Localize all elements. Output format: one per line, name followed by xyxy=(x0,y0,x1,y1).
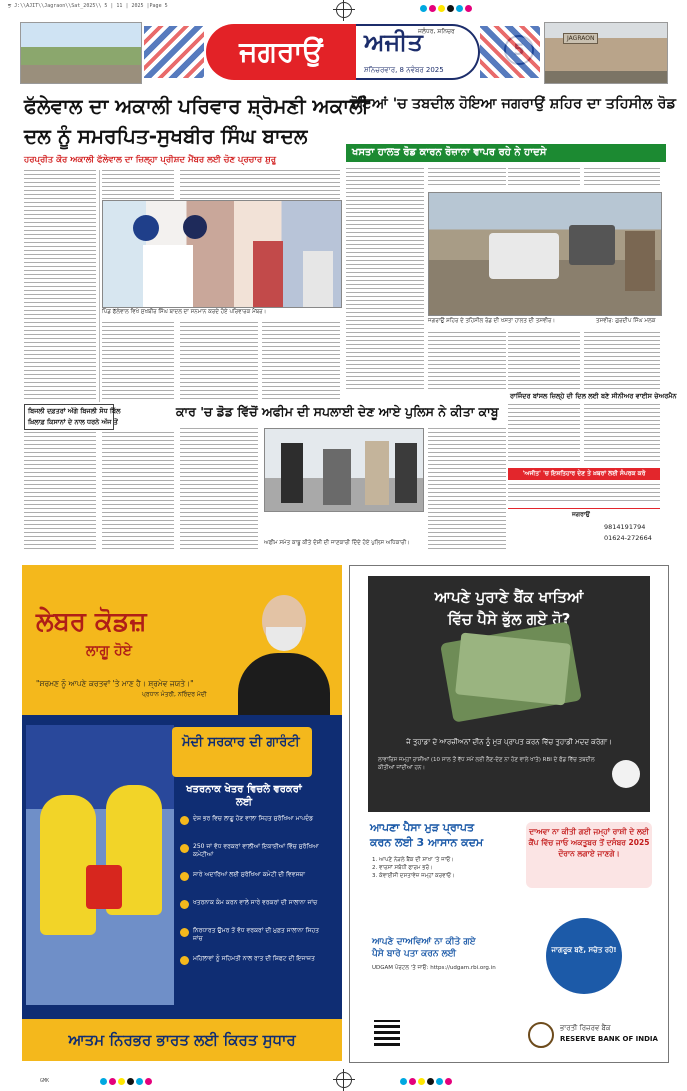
story4-body xyxy=(584,404,660,464)
banknotes-image xyxy=(455,632,571,705)
edition-label: ਜਲੰਧਰ, ਸ਼ਨਿਚਰ xyxy=(418,28,455,35)
claim-text: UDGAM ਪੋਰਟਲ 'ਤੇ ਜਾਓ: https://udgam.rbi.org.in xyxy=(372,965,496,971)
story3-body xyxy=(428,332,506,392)
story3-banner: ਖਸਤਾ ਹਾਲਤ ਰੋਡ ਕਾਰਨ ਰੋਜ਼ਾਨਾ ਵਾਪਰ ਰਹੇ ਨੇ ਹਾਦਸੇ xyxy=(346,144,666,162)
steps-heading xyxy=(370,820,483,850)
danger-heading: ਖਤਰਨਾਕ ਖੇਤਰ ਵਿਚਲੇ ਵਰਕਰਾਂ ਲਈ xyxy=(186,784,302,808)
steps-heading-line1: ਆਪਣਾ ਪੈਸਾ ਮੁੜ ਪ੍ਰਾਪਤ xyxy=(370,821,475,834)
story1-body xyxy=(180,170,340,200)
steps-heading-line2: ਕਰਨ ਲਈ 3 ਆਸਾਨ ਕਦਮ xyxy=(370,836,484,849)
ad-heading xyxy=(368,586,650,630)
seal-icon xyxy=(612,760,640,788)
contact-banner: 'ਅਜੀਤ' 'ਚ ਇਸ਼ਤਿਹਾਰ ਦੇਣ ਤੇ ਖ਼ਬਰਾਂ ਲਈ ਸੰਪਰਕ ਕਰੋ xyxy=(508,468,660,480)
story1-headline-line1: ਫੱਲੇਵਾਲ ਦਾ ਅਕਾਲੀ ਪਰਿਵਾਰ ਸ਼੍ਰੋਮਣੀ ਅਕਾਲੀ xyxy=(24,94,369,118)
registration-mark xyxy=(336,1072,352,1088)
story3-body xyxy=(428,168,506,188)
police-officer xyxy=(365,441,389,505)
story2-headline: ਬਿਜਲੀ ਦਫ਼ਤਰਾਂ ਅੱਗੇ ਬਿਜਲੀ ਸੋਧ ਬਿੱਲ xyxy=(28,407,121,415)
ad-heading: ਲੇਬਰ ਕੋਡਜ਼ xyxy=(36,607,147,637)
person xyxy=(323,449,351,505)
ad-small-text: ਲਾਵਾਰਿਸ ਜਮ੍ਹਾਂ ਰਾਸ਼ੀਆਂ (10 ਸਾਲ ਤੋਂ ਵੱਧ ਸਮੇਂ ਲਈ ਲੈਣ-ਦੇਣ ਨਾ ਹੋਣ ਵਾਲੇ ਖਾਤੇ) RBI ਦੇ ਫੰਡ ਵਿੱਚ ਤਬਦੀਲ ਕੀਤੀਆਂ ਜਾਂਦੀਆਂ ਹਨ। xyxy=(378,757,595,771)
story5-body xyxy=(428,428,506,550)
truck xyxy=(625,231,655,291)
masthead-photo-left xyxy=(20,22,142,84)
story1-photo xyxy=(102,200,342,308)
story2-headline-line2: ਖ਼ਿਲਾਫ਼ ਕਿਸਾਨਾਂ ਦੇ ਨਾਲ ਧਰਨੇ ਅੱਜ ਤੋਂ xyxy=(28,418,118,426)
benefit-item: ਖਤਰਨਾਕ ਕੰਮ ਕਰਨ ਵਾਲੇ ਸਾਰੇ ਵਰਕਰਾਂ ਦੀ ਸਾਲਾਨਾ ਜਾਂਚ xyxy=(180,899,330,907)
benefit-item: ਸਾਰੇ ਅਦਾਰਿਆਂ ਲਈ ਸੁਰੱਖਿਆ ਕਮੇਟੀ ਦੀ ਵਿਵਸਥਾ xyxy=(180,871,330,879)
bullet-icon xyxy=(180,900,189,909)
ad-quote-source: ਪ੍ਰਧਾਨ ਮੰਤਰੀ, ਨਰਿੰਦਰ ਮੋਦੀ xyxy=(142,691,207,698)
claim-heading-line1: ਆਪਣੇ ਦਾਅਵਿਆਂ ਨਾ ਕੀਤੇ ਗਏ xyxy=(372,937,476,947)
bullet-icon xyxy=(180,956,189,965)
story1-body xyxy=(262,322,340,402)
contact-box xyxy=(508,508,660,547)
step-item: 1. ਆਪਣੇ ਨੇੜਲੇ ਬੈਂਕ ਦੀ ਸ਼ਾਖਾ 'ਤੇ ਜਾਓ। xyxy=(372,857,454,863)
ad-heading-sub: ਲਾਗੂ ਹੋਏ xyxy=(86,643,132,659)
guarantee-text: ਮੋਦੀ ਸਰਕਾਰ ਦੀ ਗਾਰੰਟੀ xyxy=(182,735,300,750)
car xyxy=(569,225,615,265)
decorative-pattern xyxy=(480,26,540,78)
claim-heading xyxy=(372,936,476,960)
story3-headline: ਟੋਇਆਂ 'ਚ ਤਬਦੀਲ ਹੋਇਆ ਜਗਰਾਉਂ ਸ਼ਹਿਰ ਦਾ ਤਹਿਸੀਲ ਰੋਡ xyxy=(350,96,676,112)
bank-deposits-ad xyxy=(349,565,669,1063)
crop-slug: ਭ J:\\AJIT\\Jagraon\\Sat_2025\\ 5 | 11 | 2025 |Page 5 xyxy=(8,3,168,9)
person xyxy=(395,443,417,503)
rbi-seal-icon xyxy=(528,1022,554,1048)
story3-photo xyxy=(428,192,662,316)
story1-body xyxy=(180,322,258,402)
story1-headline-line2: ਦਲ ਨੂੰ ਸਮਰਪਿਤ-ਸੁਖਬੀਰ ਸਿੰਘ ਬਾਦਲ xyxy=(24,124,308,148)
ad-subtext: ਜੇ ਤੁਹਾਡਾ ਦੇ ਆਰਜ਼ੀਅਨਾਂ ਦੀਨ ਨੂੰ ਮੁੜ ਪ੍ਰਾਪਤ ਕਰਨ ਵਿੱਚ ਤੁਹਾਡੀ ਮਦਦ ਕਰੇਗਾ। xyxy=(406,738,612,746)
column-rule xyxy=(99,170,100,402)
rbi-name-punjabi: ਭਾਰਤੀ ਰਿਜ਼ਰਵ ਬੈਂਕ xyxy=(560,1024,611,1032)
ad-quote: "ਸ਼ਰਮਣ ਨੂੰ ਆਪਣੇ ਕਰਤਵਾਂ 'ਤੇ ਮਾਣ ਹੈ। ਸ਼੍ਰਮੇਵ ਜਯਤੇ।" xyxy=(36,679,194,688)
person xyxy=(281,443,303,503)
contact-name: ਜਗਰਾਉਂ xyxy=(572,511,590,518)
color-bar xyxy=(100,1078,152,1085)
masthead-photo-right xyxy=(544,22,668,84)
story1-body xyxy=(102,322,174,402)
title-ajit-box xyxy=(356,24,480,80)
bullet-icon xyxy=(180,872,189,881)
color-bar xyxy=(400,1078,452,1085)
ad-heading-line1: ਆਪਣੇ ਪੁਰਾਣੇ ਬੈਂਕ ਖਾਤਿਆਂ xyxy=(434,588,584,606)
story4-body xyxy=(508,404,580,464)
jacket xyxy=(238,653,330,715)
rbi-name-english: RESERVE BANK OF INDIA xyxy=(560,1035,658,1043)
awareness-badge: ਜਾਗਰੂਕ ਬਣੋ, ਸਚੇਤ ਰਹੋ! xyxy=(546,918,622,994)
bullet-icon xyxy=(180,928,189,937)
turban xyxy=(183,215,207,239)
story5-body xyxy=(180,428,258,550)
issue-date: ਸ਼ਨਿਚਰਵਾਰ, 8 ਨਵੰਬਰ 2025 xyxy=(364,66,444,74)
story3-body xyxy=(584,168,660,188)
hazard-canister xyxy=(86,865,122,909)
benefit-item: ਦੇਸ਼ ਭਰ ਵਿਚ ਲਾਗੂ ਹੋਣ ਵਾਲਾ ਸਿਹਤ ਸੁਰੱਖਿਆ ਮਾਪਦੰਡ xyxy=(180,815,330,823)
person xyxy=(253,241,283,307)
benefit-item: ਮਹਿਲਾਵਾਂ ਨੂੰ ਸਹਿਮਤੀ ਨਾਲ ਰਾਤ ਦੀ ਸ਼ਿਫਟ ਦੀ ਇਜਾਜ਼ਤ xyxy=(180,955,330,963)
story2-body xyxy=(24,432,96,550)
story3-body xyxy=(584,332,660,392)
rbi-logo xyxy=(528,1022,658,1050)
story3-caption-right: ਤਸਵੀਰ: ਗੁਰਦੀਪ ਸਿੰਘ ਮਲਕ xyxy=(596,318,656,324)
story5-photo xyxy=(264,428,424,512)
bullet-icon xyxy=(180,816,189,825)
story3-body xyxy=(508,332,580,392)
story3-caption-left: ਜਗਰਾਉਂ ਸ਼ਹਿਰ ਦੇ ਤਹਿਸੀਲ ਰੋਡ ਦੀ ਖਸਤਾ ਹਾਲਤ ਦੀ ਤਸਵੀਰ। xyxy=(428,318,556,324)
workers-illustration xyxy=(26,725,174,1005)
car xyxy=(489,233,559,279)
story1-subhead: ਹਰਪ੍ਰੀਤ ਕੌਰ ਅਕਾਲੀ ਫੱਲੇਵਾਲ ਦਾ ਜ਼ਿਲ੍ਹਾ ਪ੍ਰੀਸ਼ਦ ਮੈਂਬਰ ਲਈ ਚੋਣ ਪ੍ਰਚਾਰ ਸ਼ੁਰੂ xyxy=(24,155,277,165)
story4-headline: ਰਾਜਿੰਦਰ ਬਾਂਸਲ ਜ਼ਿਲ੍ਹੇ ਦੀ ਦਿਲ ਲਈ ਬਣੇ ਸੀਨੀਅਰ ਵਾਈਸ ਚੇਅਰਮੈਨ xyxy=(510,392,677,400)
title-ajit: ਅਜੀਤ xyxy=(364,28,423,56)
leader-portrait xyxy=(232,583,336,715)
color-bar xyxy=(420,5,472,12)
story1-body xyxy=(24,170,96,402)
story1-caption: ਪਿੰਡ ਫੱਲੇਵਾਲ ਵਿਖੇ ਸੁਖਬੀਰ ਸਿੰਘ ਬਾਦਲ ਦਾ ਸਨਮਾਨ ਕਰਦੇ ਹੋਏ ਪਰਿਵਾਰਕ ਮੈਂਬਰ। xyxy=(102,309,267,315)
bullet-icon xyxy=(180,844,189,853)
turban xyxy=(133,215,159,241)
benefit-item: 250 ਜਾਂ ਵੱਧ ਵਰਕਰਾਂ ਵਾਲੀਆਂ ਇਕਾਈਆਂ ਵਿੱਚ ਸੁਰੱਖਿਆ ਕਮੇਟੀਆਂ xyxy=(180,843,330,859)
qr-code-icon xyxy=(374,1020,400,1046)
person xyxy=(303,251,333,307)
story2-body xyxy=(102,432,174,550)
claim-heading-line2: ਪੈਸੇ ਬਾਰੇ ਪਤਾ ਕਰਨ ਲਈ xyxy=(372,949,457,959)
story5-caption: ਅਫੀਮ ਸਮੇਤ ਕਾਬੂ ਕੀਤੇ ਦੋਸ਼ੀ ਦੀ ਜਾਣਕਾਰੀ ਦਿੰਦੇ ਹੋਏ ਪੁਲਿਸ ਅਧਿਕਾਰੀ। xyxy=(264,540,410,546)
benefit-item: ਨਿਰਧਾਰਤ ਉਮਰ ਤੋਂ ਵੱਧ ਵਰਕਰਾਂ ਦੀ ਮੁਫ਼ਤ ਸਾਲਾਨਾ ਸਿਹਤ ਜਾਂਚ xyxy=(180,927,330,943)
beard xyxy=(266,627,302,651)
story3-body xyxy=(346,168,424,392)
crop-slug-bottom: GMK xyxy=(40,1078,50,1084)
ad-heading-line2: ਵਿੱਚ ਪੈਸੇ ਭੁੱਲ ਗਏ ਹੋ? xyxy=(447,610,571,628)
camp-notice: ਦਾਅਵਾ ਨਾ ਕੀਤੀ ਗਈ ਜਮ੍ਹਾਂ ਰਾਸ਼ੀ ਦੇ ਲਈ ਕੈਂਪ ਵਿੱਚ ਜਾਓ ਅਕਤੂਬਰ ਤੋਂ ਦਸੰਬਰ 2025 ਦੌਰਾਨ ਲਗਾਏ ਜਾਣਗੇ। xyxy=(526,822,652,888)
story2-box xyxy=(24,404,121,430)
signboard-text: JAGRAON xyxy=(563,33,598,44)
step-item: 2. ਵਾਰਸਾਂ ਸਬੰਧੀ ਫਾਰਮ ਭਰੋ। xyxy=(372,865,433,871)
masthead xyxy=(20,18,666,86)
decorative-pattern xyxy=(144,26,204,78)
ad-footer: ਆਤਮ ਨਿਰਭਰ ਭਾਰਤ ਲਈ ਕਿਰਤ ਸੁਧਾਰ xyxy=(22,1019,342,1061)
registration-mark xyxy=(336,2,352,18)
labour-codes-ad xyxy=(22,565,342,1061)
story3-body xyxy=(508,168,580,188)
masthead-title xyxy=(206,24,480,80)
title-jagraon: ਜਗਰਾਉਂ xyxy=(206,24,356,80)
contact-phone-2: 01624-272664 xyxy=(604,534,652,542)
story5-headline: ਕਾਰ 'ਚ ਡੋਡ ਵਿੱਚੋਂ ਅਫੀਮ ਦੀ ਸਪਲਾਈ ਦੇਣ ਆਏ ਪੁਲਿਸ ਨੇ ਕੀਤਾ ਕਾਬੂ xyxy=(176,404,499,419)
step-item: 3. ਕੇਵਾਈਸੀ ਦਸਤਾਵੇਜ਼ ਜਮ੍ਹਾਂ ਕਰਵਾਓ। xyxy=(372,873,455,879)
contact-phone-1: 9814191794 xyxy=(604,523,646,531)
contact-body xyxy=(508,484,660,504)
person xyxy=(143,245,193,307)
steps-list xyxy=(372,856,522,880)
